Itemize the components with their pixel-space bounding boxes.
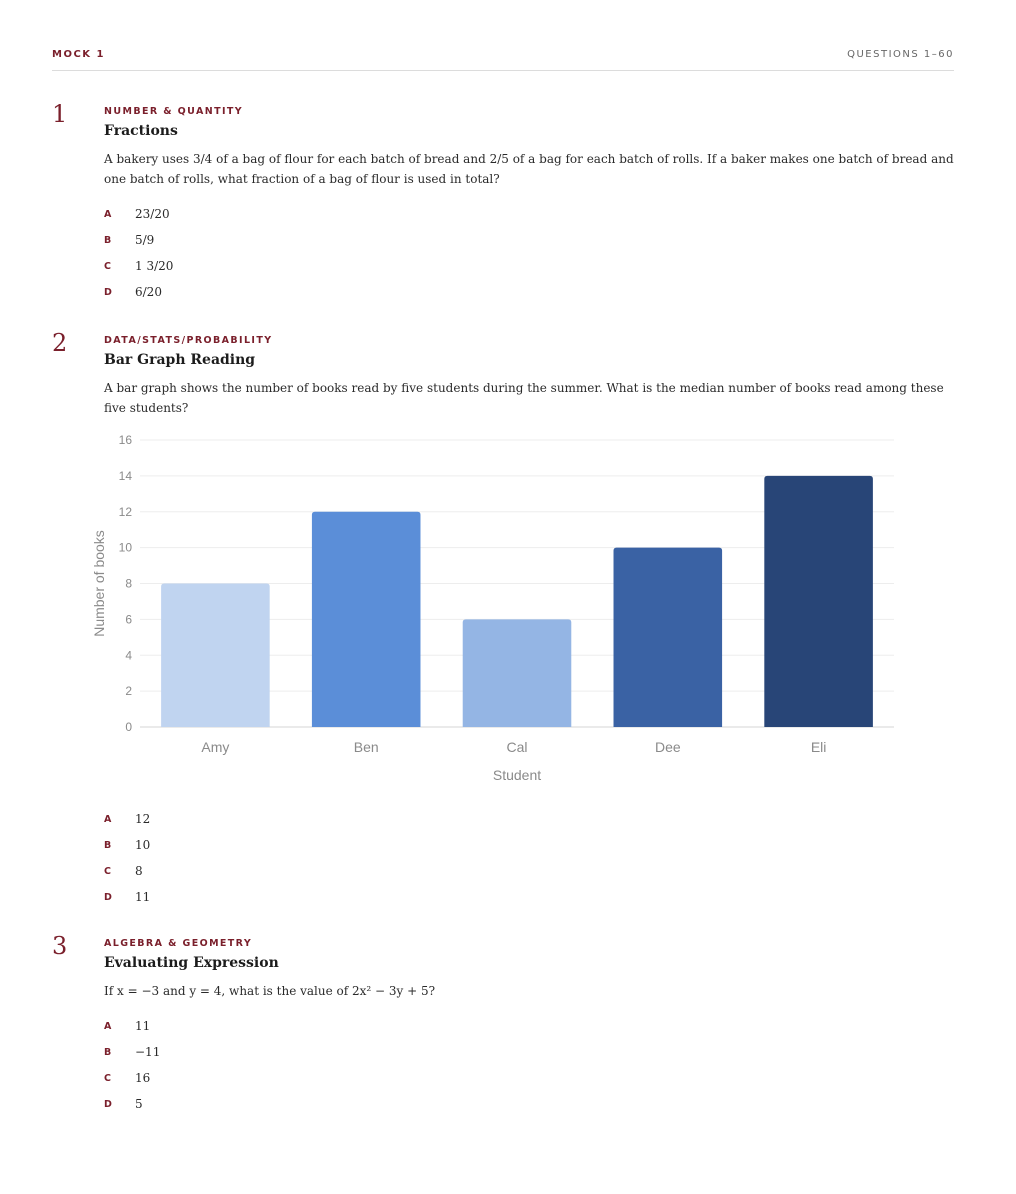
question-category: DATA/STATS/PROBABILITY xyxy=(104,335,273,346)
question-body xyxy=(104,102,954,305)
answer-choice-a[interactable] xyxy=(104,201,954,227)
answer-choices xyxy=(104,806,954,910)
choice-letter: D xyxy=(104,286,112,298)
choice-letter: C xyxy=(104,1072,111,1084)
choice-value: 23/20 xyxy=(135,207,170,221)
bar-chart-svg xyxy=(91,430,914,790)
bar-ben xyxy=(312,512,421,727)
x-tick-label: Amy xyxy=(201,739,230,755)
bar-dee xyxy=(614,548,723,727)
answer-choice-c[interactable] xyxy=(104,858,954,884)
question-text: If x = −3 and y = 4, what is the value of 2x² − 3y + 5? xyxy=(104,984,436,998)
choice-letter: B xyxy=(104,839,112,851)
answer-choice-b[interactable] xyxy=(104,832,954,858)
answer-choice-d[interactable] xyxy=(104,1091,954,1117)
x-tick-label: Ben xyxy=(353,739,379,755)
test-title: MOCK 1 xyxy=(52,49,105,60)
choice-letter: A xyxy=(104,1020,112,1032)
bar-chart xyxy=(91,430,914,790)
x-tick-label: Dee xyxy=(654,739,681,755)
choice-letter: D xyxy=(104,891,112,903)
question-number: 3 xyxy=(52,932,68,960)
answer-choices xyxy=(104,201,954,305)
page-header xyxy=(52,48,954,71)
y-tick-label: 14 xyxy=(118,468,132,483)
choice-value: 1 3/20 xyxy=(135,259,174,273)
answer-choice-a[interactable] xyxy=(104,806,954,832)
question-title: Evaluating Expression xyxy=(104,955,279,971)
y-tick-label: 6 xyxy=(125,612,132,627)
choice-letter: D xyxy=(104,1098,112,1110)
choice-value: 8 xyxy=(135,864,143,878)
question-category: NUMBER & QUANTITY xyxy=(104,106,244,117)
bar-eli xyxy=(764,476,873,727)
choice-letter: A xyxy=(104,813,112,825)
question-number: 1 xyxy=(52,100,68,128)
choice-value: 12 xyxy=(135,812,151,826)
question-number: 2 xyxy=(52,329,68,357)
y-tick-label: 12 xyxy=(118,504,132,519)
question-body xyxy=(91,331,954,910)
choice-value: 10 xyxy=(135,838,151,852)
bar-cal xyxy=(463,619,572,727)
answer-choice-c[interactable] xyxy=(104,1065,954,1091)
answer-choice-b[interactable] xyxy=(104,227,954,253)
choice-letter: B xyxy=(104,1046,112,1058)
answer-choice-d[interactable] xyxy=(104,884,954,910)
choice-letter: C xyxy=(104,865,111,877)
question-category: ALGEBRA & GEOMETRY xyxy=(104,938,253,949)
x-tick-label: Cal xyxy=(506,739,528,755)
x-axis-title: Student xyxy=(492,767,542,783)
answer-choice-d[interactable] xyxy=(104,279,954,305)
choice-value: 11 xyxy=(135,1019,151,1033)
bar-amy xyxy=(161,584,270,728)
choice-letter: B xyxy=(104,234,112,246)
y-tick-label: 10 xyxy=(118,540,132,555)
choice-value: 5 xyxy=(135,1097,143,1111)
answer-choice-a[interactable] xyxy=(104,1013,954,1039)
question-text: A bar graph shows the number of books read by five students during the summer. What is the median number of books read among these five students? xyxy=(104,381,944,415)
y-axis-title: Number of books xyxy=(91,530,107,637)
answer-choice-c[interactable] xyxy=(104,253,954,279)
y-tick-label: 16 xyxy=(118,433,132,447)
y-tick-label: 0 xyxy=(125,720,132,734)
y-tick-label: 8 xyxy=(125,576,132,591)
question-body xyxy=(104,934,954,1117)
choice-letter: C xyxy=(104,260,111,272)
answer-choice-b[interactable] xyxy=(104,1039,954,1065)
choice-value: 11 xyxy=(135,890,151,904)
question-title: Fractions xyxy=(104,123,178,139)
choice-value: 5/9 xyxy=(135,233,155,247)
question-text: A bakery uses 3/4 of a bag of flour for each batch of bread and 2/5 of a bag for each batch of rolls. If a baker makes one batch of bread and one batch of rolls, what fraction of a bag of flour is used in total? xyxy=(104,152,954,186)
x-tick-label: Eli xyxy=(810,739,827,755)
y-tick-label: 4 xyxy=(125,648,132,663)
choice-value: 16 xyxy=(135,1071,151,1085)
choice-letter: A xyxy=(104,208,112,220)
choice-value: −11 xyxy=(135,1045,161,1059)
y-tick-label: 2 xyxy=(125,684,132,699)
question-title: Bar Graph Reading xyxy=(104,352,256,368)
answer-choices xyxy=(104,1013,954,1117)
question-range: QUESTIONS 1–60 xyxy=(847,49,954,60)
choice-value: 6/20 xyxy=(135,285,162,299)
